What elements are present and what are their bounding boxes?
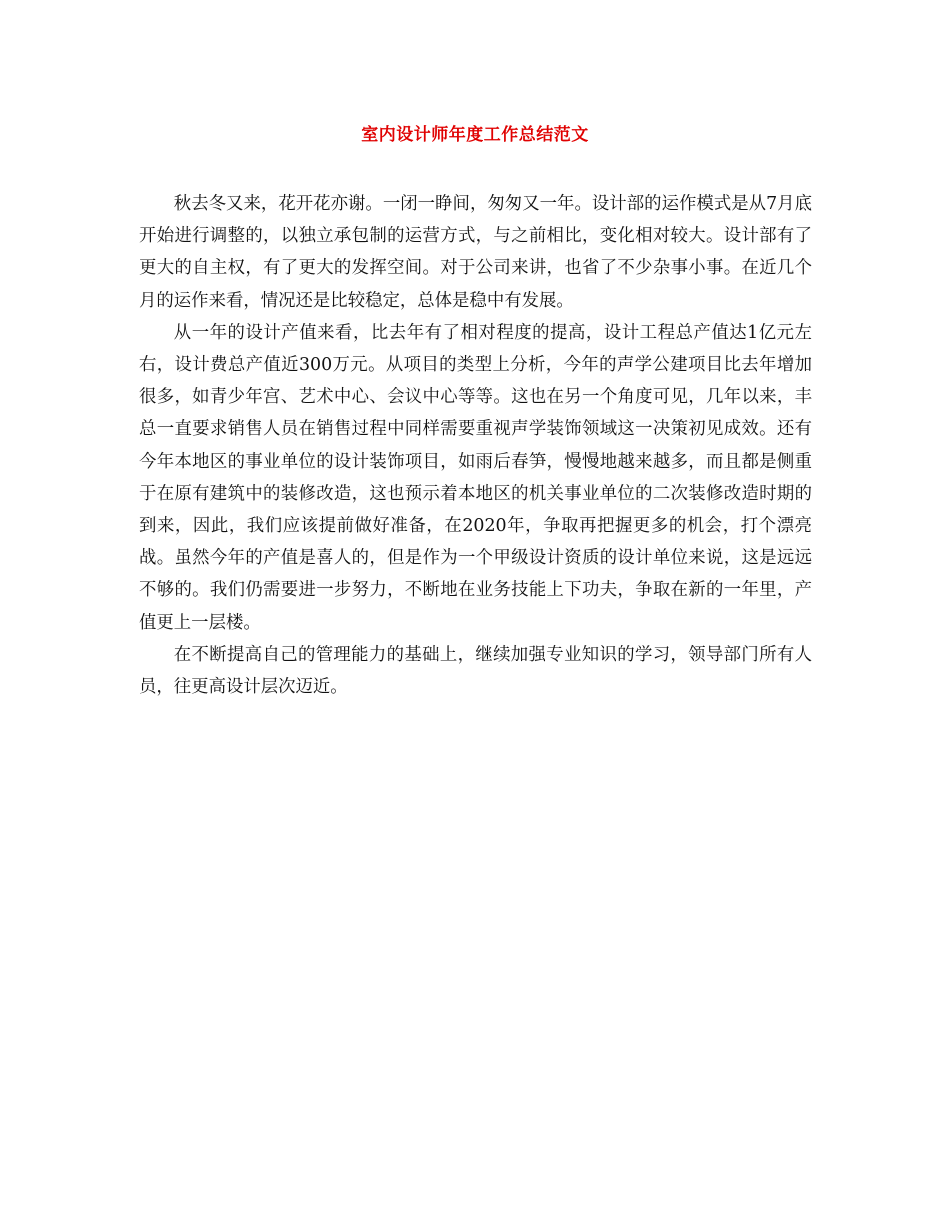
document-body bbox=[139, 188, 812, 703]
paragraph-2: 从一年的设计产值来看，比去年有了相对程度的提高，设计工程总产值达1亿元左右，设计费总产值近300万元。从项目的类型上分析，今年的声学公建项目比去年增加很多，如青少年宫、艺术中心、会议中心等等。这也在另一个角度可见，几年以来，丰总一直要求销售人员在销售过程中同样需要重视声学装饰领域这一决策初见成效。还有今年本地区的事业单位的设计装饰项目，如雨后春笋，慢慢地越来越多，而且都是侧重于在原有建筑中的装修改造，这也预示着本地区的机关事业单位的二次装修改造时期的到来，因此，我们应该提前做好准备，在2020年，争取再把握更多的机会，打个漂亮战。虽然今年的产值是喜人的，但是作为一个甲级设计资质的设计单位来说，这是远远不够的。我们仍需要进一步努力，不断地在业务技能上下功夫，争取在新的一年里，产值更上一层楼。 bbox=[139, 322, 812, 633]
document-title: 室内设计师年度工作总结范文 bbox=[361, 125, 589, 145]
paragraph-3: 在不断提高自己的管理能力的基础上，继续加强专业知识的学习，领导部门所有人员，往更高设计层次迈近。 bbox=[139, 644, 812, 698]
paragraph-1: 秋去冬又来，花开花亦谢。一闭一睁间，匆匆又一年。设计部的运作模式是从7月底开始进行调整的，以独立承包制的运营方式，与之前相比，变化相对较大。设计部有了更大的自主权，有了更大的发挥空间。对于公司来讲，也省了不少杂事小事。在近几个月的运作来看，情况还是比较稳定，总体是稳中有发展。 bbox=[139, 194, 812, 311]
